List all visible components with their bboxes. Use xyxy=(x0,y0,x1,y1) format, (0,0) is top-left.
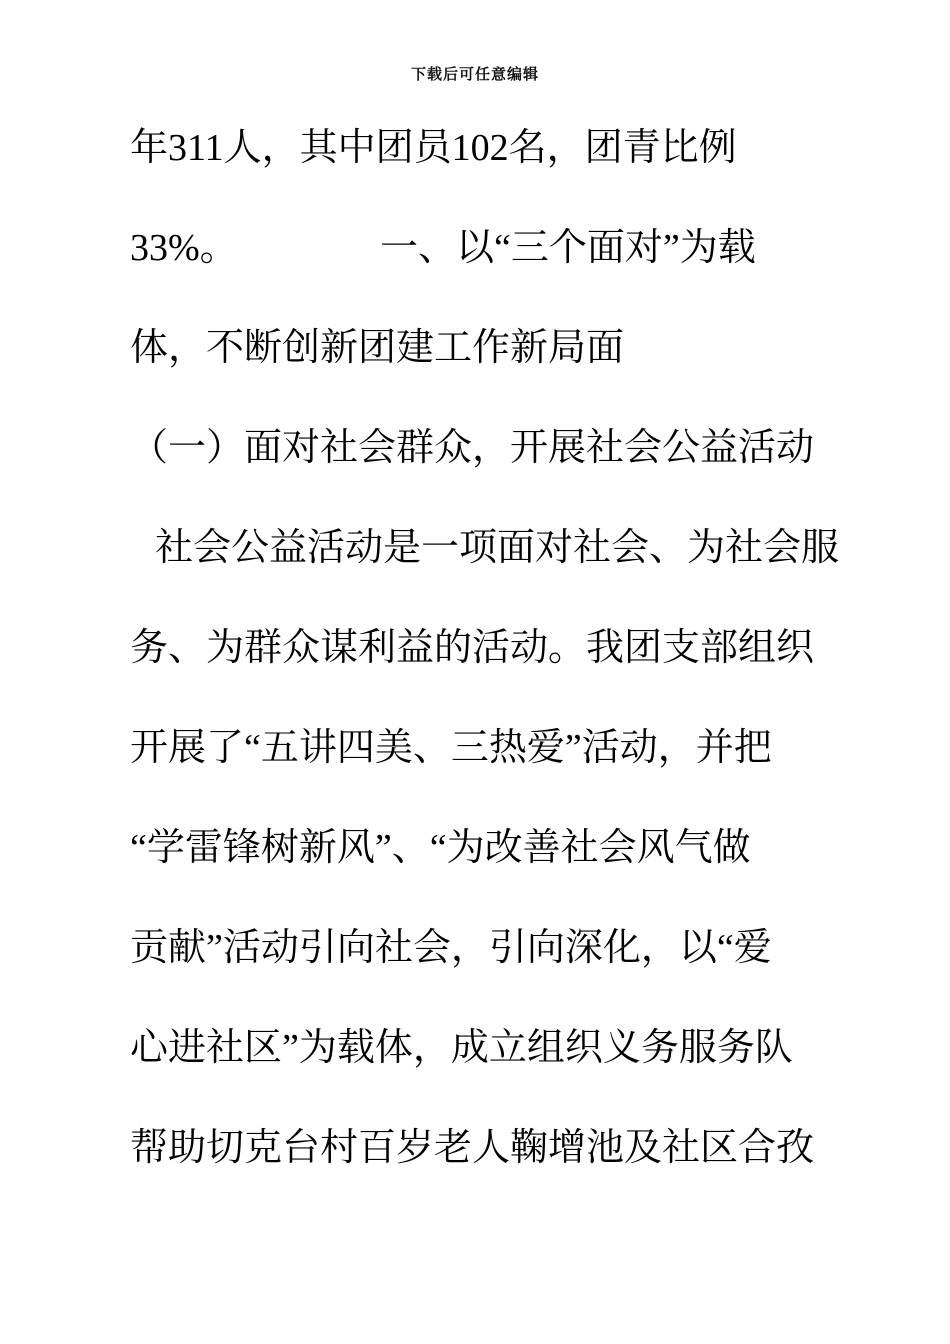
text-line: 务、为群众谋利益的活动。我团支部组织 xyxy=(130,627,815,669)
download-edit-notice: 下载后可任意编辑 xyxy=(410,66,539,83)
text-line: 年311人，其中团员102名，团青比例 xyxy=(130,127,737,169)
text-line: 社会公益活动是一项面对社会、为社会服 xyxy=(155,527,840,569)
section-heading-text: 一、以“三个面对”为载 xyxy=(380,227,756,269)
text-line: 贡献”活动引向社会，引向深化，以“爱 xyxy=(130,927,772,969)
document-body xyxy=(130,98,840,1198)
text-line: 体，不断创新团建工作新局面 xyxy=(130,327,625,369)
text-line: 开展了“五讲四美、三热爱”活动，并把 xyxy=(130,727,772,769)
text-line xyxy=(130,198,830,298)
text-line: “学雷锋树新风”、“为改善社会风气做 xyxy=(130,827,751,869)
paragraph-end-text: 33%。 xyxy=(130,227,238,269)
text-line: 帮助切克台村百岁老人鞠增池及社区合孜 xyxy=(130,1127,815,1169)
subsection-heading-line: （一）面对社会群众，开展社会公益活动 xyxy=(130,427,815,469)
text-line: 心进社区”为载体，成立组织义务服务队 xyxy=(130,1027,793,1069)
